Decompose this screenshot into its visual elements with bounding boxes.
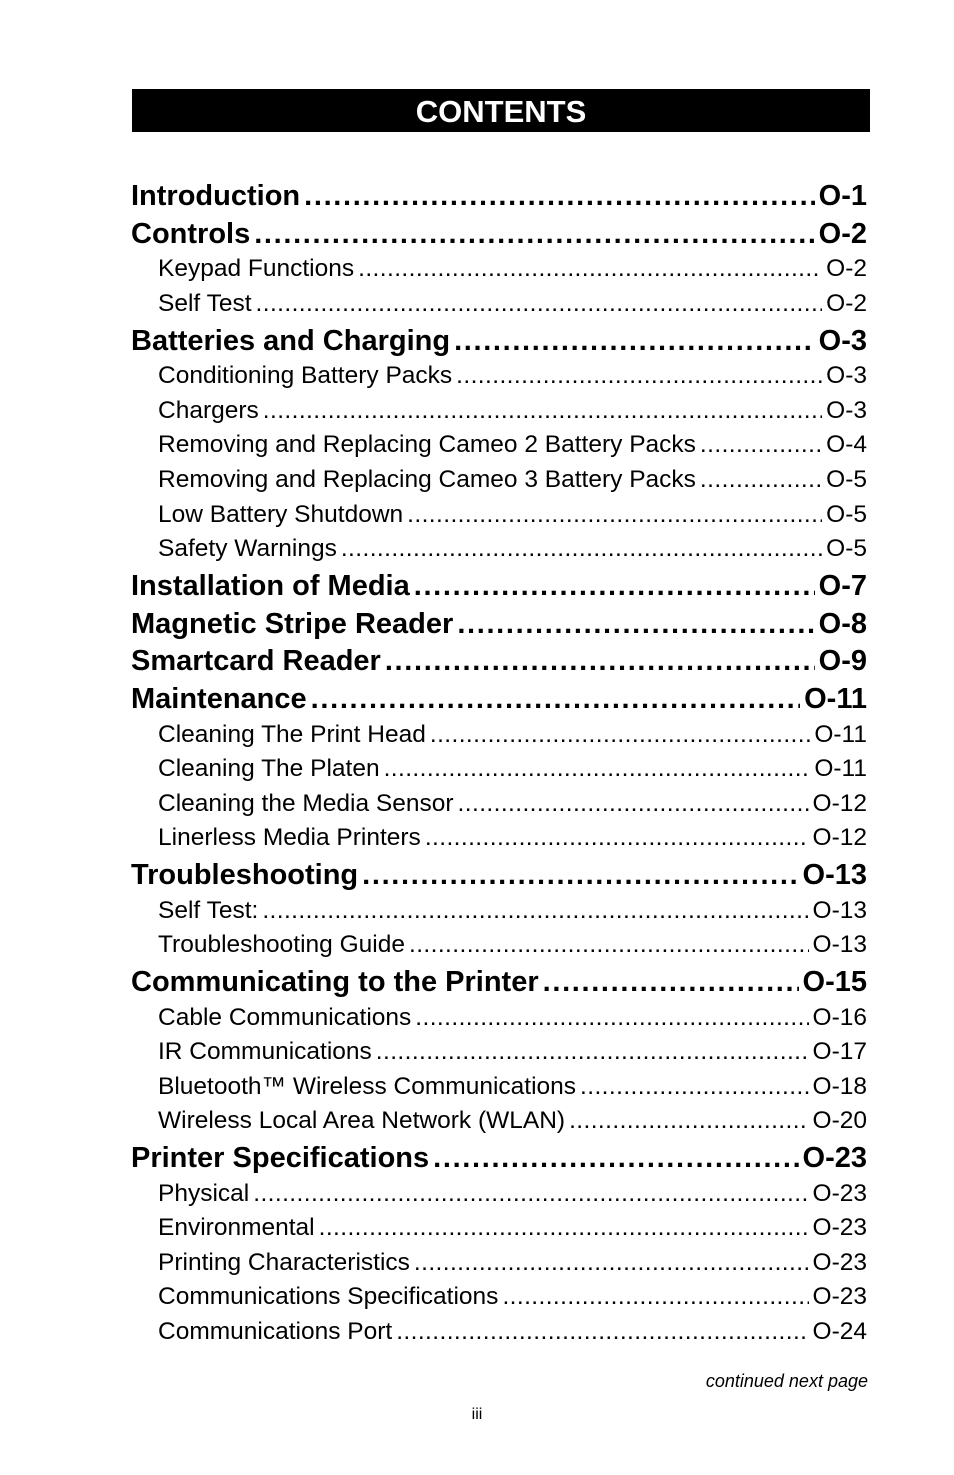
toc-subsection-entry[interactable] xyxy=(131,358,867,393)
toc-entry-title: Self Test xyxy=(158,289,252,317)
toc-entry-page: O-12 xyxy=(812,824,867,852)
toc-entry-title: Environmental xyxy=(158,1214,315,1242)
dot-leader xyxy=(458,786,809,821)
toc-entry-title: Cable Communications xyxy=(158,1003,412,1031)
toc-entry-page: O-23 xyxy=(812,1248,867,1276)
toc-entry-title: Printer Specifications xyxy=(131,1141,430,1174)
toc-entry-page: O-18 xyxy=(812,1072,867,1100)
toc-entry-title: Chargers xyxy=(158,396,259,424)
toc-subsection-entry[interactable] xyxy=(131,1210,867,1245)
toc-section-entry[interactable] xyxy=(131,641,867,679)
toc-section-entry[interactable] xyxy=(131,1138,867,1176)
toc-entry-title: Removing and Replacing Cameo 2 Battery Packs xyxy=(158,431,696,459)
toc-subsection-entry[interactable] xyxy=(131,820,867,855)
toc-entry-page: O-23 xyxy=(812,1179,867,1207)
toc-entry-title: Batteries and Charging xyxy=(131,324,451,357)
dot-leader xyxy=(415,1000,808,1035)
dot-leader xyxy=(304,176,815,214)
toc-entry-page: O-11 xyxy=(804,682,867,715)
toc-entry-page: O-5 xyxy=(826,466,867,494)
toc-subsection-entry[interactable] xyxy=(131,393,867,428)
toc-subsection-entry[interactable] xyxy=(131,531,867,566)
dot-leader xyxy=(433,1138,798,1176)
toc-entry-page: O-15 xyxy=(802,965,867,998)
toc-entry-page: O-9 xyxy=(818,645,867,678)
toc-entry-title: Safety Warnings xyxy=(158,535,337,563)
toc-subsection-entry[interactable] xyxy=(131,286,867,321)
dot-leader xyxy=(700,427,822,462)
toc-entry-page: O-2 xyxy=(826,289,867,317)
dot-leader xyxy=(407,497,822,532)
toc-subsection-entry[interactable] xyxy=(131,1103,867,1138)
contents-header: CONTENTS xyxy=(132,89,870,132)
toc-entry-page: O-23 xyxy=(812,1283,867,1311)
toc-entry-title: Printing Characteristics xyxy=(158,1248,410,1276)
toc-subsection-entry[interactable] xyxy=(131,1314,867,1349)
toc-section-entry[interactable] xyxy=(131,321,867,359)
dot-leader xyxy=(569,1103,808,1138)
toc-subsection-entry[interactable] xyxy=(131,717,867,752)
page-number: iii xyxy=(471,1406,483,1423)
toc-entry-title: Linerless Media Printers xyxy=(158,824,421,852)
toc-subsection-entry[interactable] xyxy=(131,1069,867,1104)
toc-entry-page: O-16 xyxy=(812,1003,867,1031)
toc-entry-page: O-8 xyxy=(818,607,867,640)
toc-entry-title: Cleaning The Print Head xyxy=(158,720,426,748)
toc-entry-page: O-20 xyxy=(812,1107,867,1135)
toc-subsection-entry[interactable] xyxy=(131,1245,867,1280)
toc-subsection-entry[interactable] xyxy=(131,1000,867,1035)
toc-subsection-entry[interactable] xyxy=(131,462,867,497)
toc-entry-page: O-13 xyxy=(812,931,867,959)
dot-leader xyxy=(254,214,814,252)
toc-entry-page: O-11 xyxy=(814,720,867,748)
toc-section-entry[interactable] xyxy=(131,679,867,717)
dot-leader xyxy=(385,641,815,679)
toc-entry-title: Troubleshooting xyxy=(131,858,359,891)
toc-subsection-entry[interactable] xyxy=(131,251,867,286)
dot-leader xyxy=(384,751,811,786)
toc-entry-title: Communications Port xyxy=(158,1317,393,1345)
dot-leader xyxy=(414,566,815,604)
toc-subsection-entry[interactable] xyxy=(131,1279,867,1314)
dot-leader xyxy=(409,927,809,962)
toc-subsection-entry[interactable] xyxy=(131,786,867,821)
toc-entry-title: Bluetooth™ Wireless Communications xyxy=(158,1072,577,1100)
toc-entry-page: O-24 xyxy=(812,1317,867,1345)
dot-leader xyxy=(543,962,799,1000)
toc-entry-title: Troubleshooting Guide xyxy=(158,931,405,959)
dot-leader xyxy=(456,358,822,393)
toc-section-entry[interactable] xyxy=(131,566,867,604)
toc-subsection-entry[interactable] xyxy=(131,751,867,786)
dot-leader xyxy=(262,893,808,928)
toc-entry-page: O-5 xyxy=(826,535,867,563)
toc-entry-title: Controls xyxy=(131,217,251,250)
toc-entry-title: Cleaning the Media Sensor xyxy=(158,789,454,817)
dot-leader xyxy=(414,1245,809,1280)
dot-leader xyxy=(263,393,822,428)
toc-entry-page: O-5 xyxy=(826,500,867,528)
toc-subsection-entry[interactable] xyxy=(131,497,867,532)
toc-entry-page: O-23 xyxy=(802,1141,867,1174)
toc-entry-page: O-7 xyxy=(818,569,867,602)
toc-entry-page: O-17 xyxy=(812,1038,867,1066)
toc-entry-title: Introduction xyxy=(131,180,301,212)
toc-entry-page: O-3 xyxy=(826,396,867,424)
dot-leader xyxy=(319,1210,809,1245)
toc-subsection-entry[interactable] xyxy=(131,893,867,928)
dot-leader xyxy=(376,1034,809,1069)
dot-leader xyxy=(256,286,823,321)
toc-entry-title: Cleaning The Platen xyxy=(158,755,380,783)
toc-entry-title: IR Communications xyxy=(158,1038,372,1066)
continued-note: continued next page xyxy=(705,1371,868,1391)
toc-entry-title: Wireless Local Area Network (WLAN) xyxy=(158,1107,566,1135)
toc-entry-page: O-1 xyxy=(818,180,867,212)
toc-entry-page: O-2 xyxy=(818,217,867,250)
dot-leader xyxy=(457,604,814,642)
dot-leader xyxy=(362,855,798,893)
toc-entry-title: Installation of Media xyxy=(131,569,410,602)
toc-section-entry[interactable] xyxy=(131,855,867,893)
toc-entry-page: O-23 xyxy=(812,1214,867,1242)
toc-entry-title: Removing and Replacing Cameo 3 Battery Packs xyxy=(158,466,696,494)
dot-leader xyxy=(454,321,815,359)
toc-entry-page: O-12 xyxy=(812,789,867,817)
toc-entry-page: O-13 xyxy=(802,858,867,891)
toc-entry-title: Physical xyxy=(158,1179,250,1207)
toc-entry-title: Keypad Functions xyxy=(158,255,355,283)
toc-entry-title: Magnetic Stripe Reader xyxy=(131,607,454,640)
toc-section-entry[interactable] xyxy=(131,604,867,642)
dot-leader xyxy=(311,679,800,717)
toc-entry-title: Communicating to the Printer xyxy=(131,965,539,998)
toc-entry-title: Maintenance xyxy=(131,682,307,715)
toc-subsection-entry[interactable] xyxy=(131,1034,867,1069)
dot-leader xyxy=(700,462,822,497)
toc-entry-title: Low Battery Shutdown xyxy=(158,500,404,528)
toc-entry-page: O-13 xyxy=(812,896,867,924)
toc-subsection-entry[interactable] xyxy=(131,927,867,962)
toc-section-entry[interactable] xyxy=(131,176,867,214)
table-of-contents xyxy=(131,176,867,1349)
dot-leader xyxy=(253,1176,808,1211)
toc-entry-title: Self Test: xyxy=(158,896,259,924)
toc-entry-title: Communications Specifications xyxy=(158,1283,499,1311)
dot-leader xyxy=(425,820,809,855)
dot-leader xyxy=(358,251,822,286)
toc-entry-page: O-4 xyxy=(826,431,867,459)
dot-leader xyxy=(341,531,822,566)
dot-leader xyxy=(580,1069,809,1104)
toc-entry-page: O-3 xyxy=(826,362,867,390)
toc-entry-title: Conditioning Battery Packs xyxy=(158,362,453,390)
toc-section-entry[interactable] xyxy=(131,962,867,1000)
toc-entry-page: O-2 xyxy=(826,255,867,283)
dot-leader xyxy=(502,1279,808,1314)
toc-entry-page: O-3 xyxy=(818,324,867,357)
dot-leader xyxy=(430,717,810,752)
dot-leader xyxy=(396,1314,808,1349)
toc-entry-page: O-11 xyxy=(814,755,867,783)
toc-subsection-entry[interactable] xyxy=(131,1176,867,1211)
toc-subsection-entry[interactable] xyxy=(131,427,867,462)
toc-entry-title: Smartcard Reader xyxy=(131,645,381,678)
toc-section-entry[interactable] xyxy=(131,214,867,252)
